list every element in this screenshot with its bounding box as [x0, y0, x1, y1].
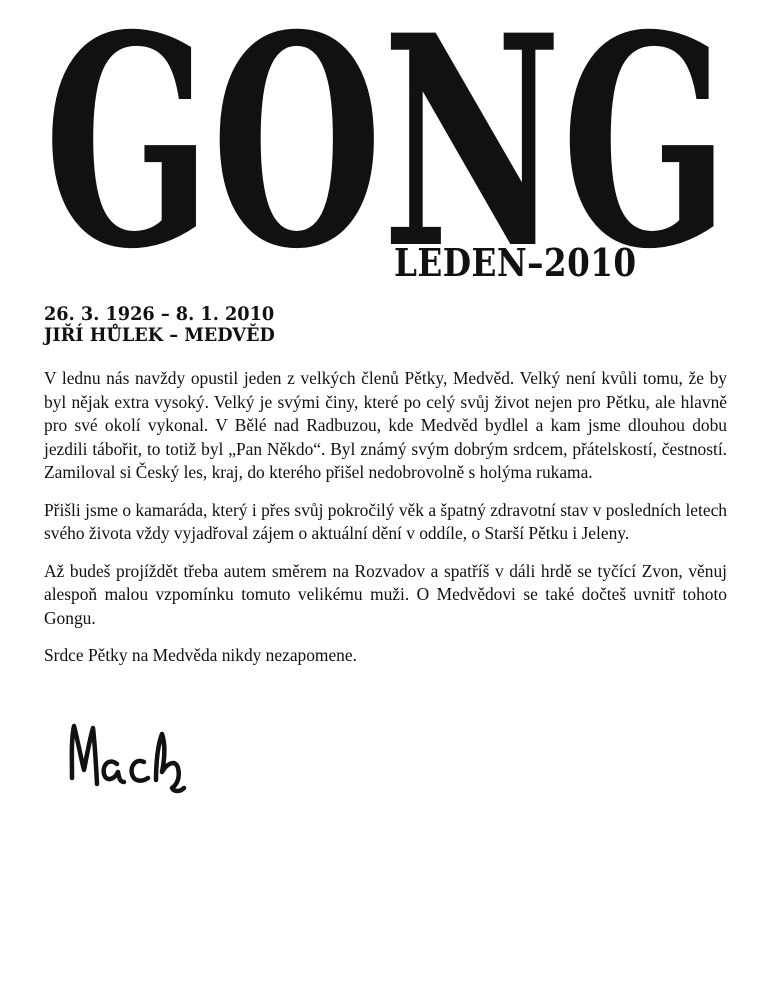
gong-logo-title: GONG — [44, 26, 729, 296]
paragraph: Srdce Pětky na Medvěda nikdy nezapomene. — [44, 645, 357, 665]
paragraph: V lednu nás navždy opustil jeden z velkých členů Pětky, Medvěd. Velký není kvůli tomu, že by byl nějak extra vysoký. Velký je svými činy, které po celý svůj život nejen pro Pětku, ale hlavně pro své okolí vykonal. V Bělé nad Radbuzou, kde Medvěd bydlel a kam jsme dlouhou dobu jezdili tábořit, to totiž byl „Pan Někdo“. Byl známý svým dobrým srdcem, přátelskostí, čestností. Zamiloval si Český les, kraj, do kterého přišel nedobrovolně s holýma rukama. — [44, 368, 727, 482]
obituary-text — [44, 367, 727, 682]
obituary-name: JIŘÍ HŮLEK – MEDVĚD — [44, 324, 275, 346]
issue-date: LEDEN–2010 — [394, 240, 637, 285]
obituary-dates: 26. 3. 1926 – 8. 1. 2010 — [44, 303, 275, 325]
paragraph: Přišli jsme o kamaráda, který i přes svůj pokročilý věk a špatný zdravotní stav v posledních letech svého života vždy vyjadřoval zájem o aktuální dění v oddíle, o Starší Pětku i Jeleny. — [44, 499, 727, 543]
obituary-heading — [44, 304, 275, 346]
paragraph: Až budeš projíždět třeba autem směrem na Rozvadov a spatříš v dáli hrdě se tyčící Zvon, věnuj alespoň malou vzpomínku tomuto velikému muži. O Medvědovi se také dočteš uvnitř tohoto Gongu. — [44, 560, 727, 628]
handwritten-signature — [62, 718, 192, 798]
